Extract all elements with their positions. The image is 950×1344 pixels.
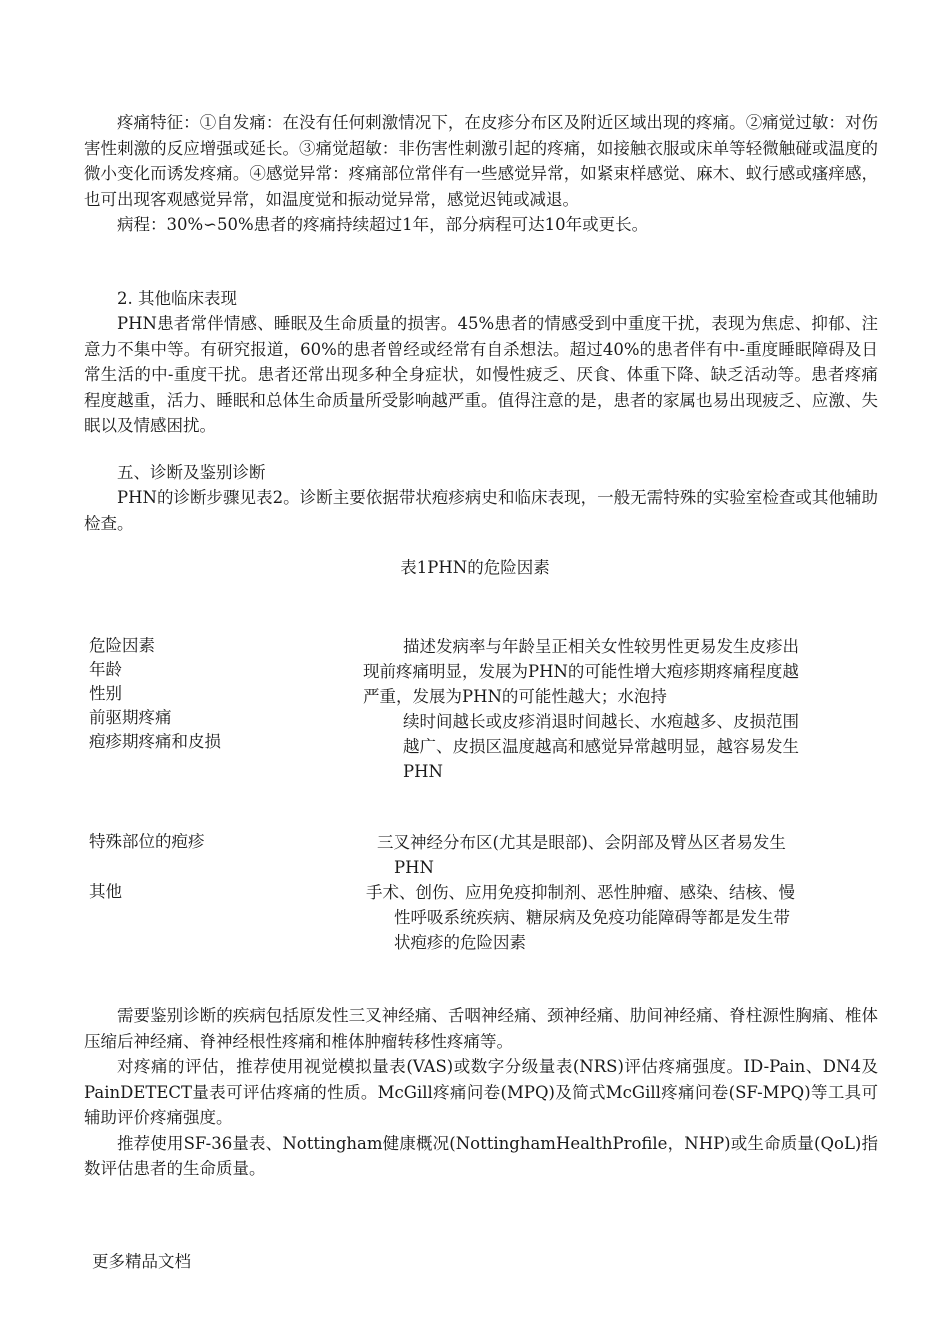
other-clinical-paragraph: PHN患者常伴情感、睡眠及生命质量的损害。45%患者的情感受到中重度干扰，表现为焦虑、抑郁、注意力不集中等。有研究报道，60%的患者曾经或经常有自杀想法。超过40%的患者伴有中-重度睡眠障碍及日常生活的中-重度干扰。患者还常出现多种全身症状，如慢性疲乏、厌食、体重下降、缺乏活动等。患者疼痛程度越重，活力、睡眠和总体生命质量所受影响越严重。值得注意的是，患者的家属也易出现疲乏、应激、失眠以及情感困扰。 — [84, 314, 878, 435]
pain-features-paragraph: 疼痛特征：①自发痛：在没有任何刺激情况下，在皮疹分布区及附近区域出现的疼痛。②痛觉过敏：对伤害性刺激的反应增强或延长。③痛觉超敏：非伤害性刺激引起的疼痛，如接触衣服或床单等轻微触碰或温度的微小变化而诱发疼痛。④感觉异常：疼痛部位常伴有一些感觉异常，如紧束样感觉、麻木、蚁行感或瘙痒感，也可出现客观感觉异常，如温度觉和振动觉异常，感觉迟钝或减退。 — [84, 113, 878, 209]
risk-label-age: 年龄 — [89, 660, 122, 679]
intro-block — [84, 110, 878, 238]
pain-assessment-paragraph: 对疼痛的评估，推荐使用视觉模拟量表(VAS)或数字分级量表(NRS)评估疼痛强度。ID-Pain、DN4及PainDETECT量表可评估疼痛的性质。McGill疼痛问卷(MPQ)及简式McGill疼痛问卷(SF-MPQ)等工具可辅助评价疼痛强度。 — [84, 1057, 878, 1127]
diagnosis-paragraph: PHN的诊断步骤见表2。诊断主要依据带状疱疹病史和临床表现，一般无需特殊的实验室检查或其他辅助检查。 — [84, 488, 878, 533]
risk-desc-line: 严重，发展为PHN的可能性越大；水泡持 — [363, 687, 667, 706]
disease-course-paragraph: 病程：30%∽50%患者的疼痛持续超过1年，部分病程可达10年或更长。 — [117, 215, 649, 234]
risk-desc-line: 描述发病率与年龄呈正相关女性较男性更易发生皮疹出 — [403, 637, 799, 656]
risk-label-prodromal-pain: 前驱期疼痛 — [89, 708, 172, 727]
risk-desc-line: 续时间越长或皮疹消退时间越长、水疱越多、皮损范围 — [403, 712, 799, 731]
risk-desc-line: PHN — [403, 762, 443, 781]
section-other-clinical-body — [84, 311, 878, 439]
section-heading-other-clinical: 2. 其他临床表现 — [117, 289, 237, 308]
section-diagnosis-body — [84, 485, 878, 536]
footer-note: 更多精品文档 — [92, 1252, 191, 1271]
risk-desc-line: 越广、皮损区温度越高和感觉异常越明显，越容易发生 — [403, 737, 799, 756]
risk-label-gender: 性别 — [89, 684, 122, 703]
table-header-risk-factor: 危险因素 — [89, 636, 155, 655]
table-caption: 表1PHN的危险因素 — [400, 558, 550, 577]
risk-special-line: 三叉神经分布区(尤其是眼部)、会阴部及臂丛区者易发生 — [377, 833, 786, 852]
risk-special-line: PHN — [394, 858, 434, 877]
closing-block — [84, 1003, 878, 1182]
quality-of-life-paragraph: 推荐使用SF-36量表、Nottingham健康概况(NottinghamHealthProfile，NHP)或生命质量(QoL)指数评估患者的生命质量。 — [84, 1133, 878, 1178]
risk-other-line: 性呼吸系统疾病、糖尿病及免疫功能障碍等都是发生带 — [394, 908, 790, 927]
risk-desc-line: 现前疼痛明显，发展为PHN的可能性增大疱疹期疼痛程度越 — [363, 662, 799, 681]
differential-diagnosis-paragraph: 需要鉴别诊断的疾病包括原发性三叉神经痛、舌咽神经痛、颈神经痛、肋间神经痛、脊柱源性胸痛、椎体压缩后神经痛、脊神经根性疼痛和椎体肿瘤转移性疼痛等。 — [84, 1006, 878, 1051]
risk-label-eruption-pain: 疱疹期疼痛和皮损 — [89, 732, 221, 751]
section-heading-diagnosis: 五、诊断及鉴别诊断 — [117, 463, 266, 482]
risk-label-other: 其他 — [89, 882, 122, 901]
risk-other-line: 状疱疹的危险因素 — [394, 933, 526, 952]
risk-other-line: 手术、创伤、应用免疫抑制剂、恶性肿瘤、感染、结核、慢 — [366, 883, 795, 902]
risk-label-special-site: 特殊部位的疱疹 — [89, 832, 205, 851]
